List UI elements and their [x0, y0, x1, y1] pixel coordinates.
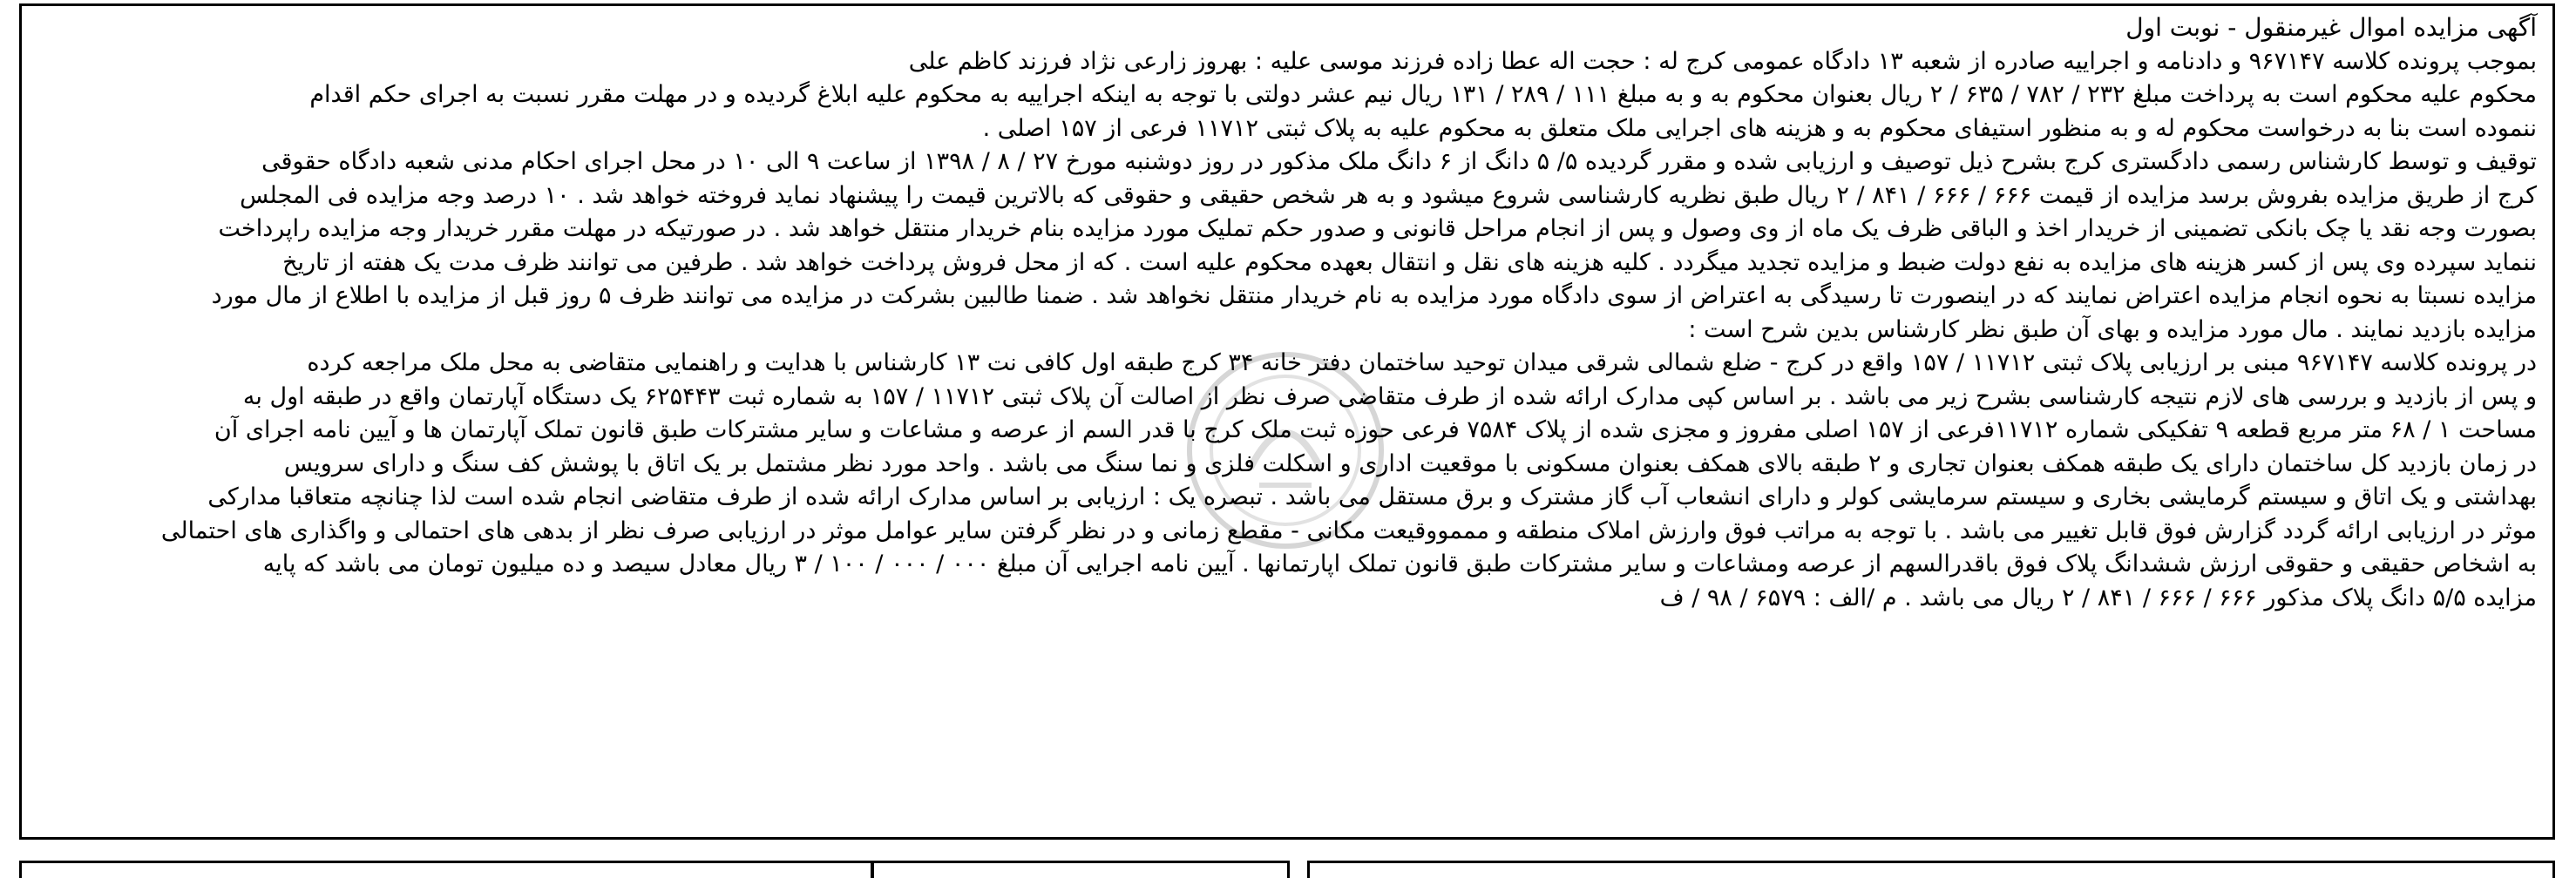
notice-title: آگهی مزایده اموال غیرمنقول - نوبت اول: [2125, 13, 2537, 42]
notice-line: محکوم علیه محکوم است به پرداخت مبلغ ۲۳۲ / ۷۸۲ / ۶۳۵ / ۲ ریال بعنوان محکوم به و به مبلغ ۱۱۱ / ۲۸۹ / ۱۳۱ ریال نیم عشر دولتی با توجه به اینکه اجراییه به محکوم علیه ابلاغ گردیده و در مهلت مقرر نسبت به اجرای حکم اقدام: [309, 81, 2537, 108]
notice-line: توقیف و توسط کارشناس رسمی دادگستری کرج بشرح ذیل توصیف و ارزیابی شده و مقرر گردیده ۵/ ۵ دانگ از ۶ دانگ ملک مذکور در روز دوشنبه مورخ ۲۷ / ۸ / ۱۳۹۸ از ساعت ۹ الی ۱۰ در محل اجرای احکام مدنی شعبه دادگاه حقوقی: [261, 148, 2537, 175]
notice-line: ننماید سپرده وی پس از کسر هزینه های مزایده به نفع دولت ضبط و مزایده تجدید میگردد . کلیه هزینه های نقل و انتقال بعهده محکوم علیه است . که از محل فروش پرداخت خواهد شد . طرفین می توانند ظرف مدت یک هفته از تاریخ: [282, 248, 2537, 276]
notice-line: مساحت ۱ / ۶۸ متر مربع قطعه ۹ تفکیکی شماره ۱۱۷۱۲فرعی از ۱۵۷ اصلی مفروز و مجزی شده از پلاک ۷۵۸۴ فرعی حوزه ثبت ملک کرج با قدر السم از عرصه و مشاعات و سایر مشترکات طبق قانون تملک آپارتمان ها و آیین نامه اجرای آن: [214, 416, 2537, 443]
notice-line: به اشخاص حقیقی و حقوقی ارزش ششدانگ پلاک فوق باقدرالسهم از عرصه ومشاعات و سایر مشترکات طبق قانون تملک اپارتمانها . آیین نامه اجرایی آن مبلغ ۰۰۰ / ۰۰۰ / ۱۰۰ / ۳ ریال معادل سیصد و ده میلیون تومان می باشد که پایه: [262, 550, 2537, 577]
notice-line: مزایده ۵/۵ دانگ پلاک مذکور ۶۶۶ / ۶۶۶ / ۸۴۱ / ۲ ریال می باشد . م /الف : ۶۵۷۹ / ۹۸ / ف: [1659, 584, 2537, 611]
notice-line: و پس از بازدید و بررسی های لازم نتیجه کارشناسی بشرح زیر می باشد . بر اساس کپی مدارک ارائه شده از طرف متقاضی صرف نظر از اصالت آن پلاک ثبتی ۱۱۷۱۲ / ۱۵۷ به شماره ثبت ۶۲۵۴۴۳ یک دستگاه آپارتمان واقع در طبقه اول به: [242, 382, 2537, 410]
notice-line: در زمان بازدید کل ساختمان دارای یک طبقه همکف بعنوان تجاری و ۲ طبقه بالای همکف بعنوان مسکونی با موقعیت اداری و اسکلت فلزی و نما سنگ می باشد . واحد مورد نظر مشتمل بر یک اتاق با پوشش کف سنگ و دارای سرویس: [283, 449, 2537, 477]
notice-line: موثر در ارزیابی ارائه گردد گزارش فوق قابل تغییر می باشد . با توجه به مراتب فوق وارزش املاک منطقه و مممووقیعت مکانی - مقطع زمانی و در نظر گرفتن سایر عوامل موثر در ارزیابی صرف نظر از بدهی های احتمالی و واگذاری های احتمالی: [160, 517, 2537, 544]
notice-line: ننموده است بنا به درخواست محکوم له و به منظور استیفای محکوم به و هزینه های اجرایی ملک متعلق به محکوم علیه به پلاک ثبتی ۱۱۷۱۲ فرعی از ۱۵۷ اصلی .: [982, 114, 2537, 142]
notice-line: بصورت وجه نقد یا چک بانکی تضمینی از خریدار اخذ و الباقی ظرف یک ماه از وی وصول و پس از انجام مراحل قانونی و صدور حکم تملیک مورد مزایده بنام خریدار منتقل خواهد شد . در صورتیکه در مهلت مقرر خریدار وجه مزایده راپرداخت: [218, 215, 2537, 242]
next-notice-box-middle: [871, 861, 1290, 878]
notice-line: در پرونده کلاسه ۹۶۷۱۴۷ مبنی بر ارزیابی پلاک ثبتی ۱۱۷۱۲ / ۱۵۷ واقع در کرج - ضلع شمالی شرقی میدان توحید ساختمان دفتر خانه ۳۴ کرج طبقه اول کافی نت ۱۳ کارشناس با هدایت و راهنمایی متقاضی به محل ملک مراجعه کرده: [307, 349, 2537, 376]
notice-line: بموجب پرونده کلاسه ۹۶۷۱۴۷ و دادنامه و اجراییه صادره از شعبه ۱۳ دادگاه عمومی کرج له : حجت اله عطا زاده فرزند موسی علیه : بهروز زارعی نژاد فرزند کاظم علی: [908, 47, 2537, 75]
auction-notice: [19, 3, 2555, 840]
notice-line: کرج از طریق مزایده بفروش برسد مزایده از قیمت ۶۶۶ / ۶۶۶ / ۸۴۱ / ۲ ریال طبق نظریه کارشناسی شروع میشود و به هر شخص حقیقی و حقوقی که بالاترین قیمت را پیشنهاد نماید فروخته خواهد شد . ۱۰ درصد وجه مزایده فی المجلس: [240, 181, 2537, 209]
next-notice-box-left: [19, 861, 873, 878]
notice-line: مزایده نسبتا به نحوه انجام مزایده اعتراض نمایند که در اینصورت تا رسیدگی به اعتراض از سوی دادگاه مورد مزایده به نام خریدار منتقل نخواهد شد . ضمنا طالبین بشرکت در مزایده می توانند ظرف ۵ روز قبل از مزایده با اطلاع از مال مورد: [211, 282, 2537, 309]
next-notice-box-right: [1307, 861, 2555, 878]
notice-line: بهداشتی و یک اتاق و سیستم گرمایشی بخاری و سیستم سرمایشی کولر و دارای انشعاب آب گاز مشترک و برق مستقل می باشد . تبصره یک : ارزیابی بر اساس مدارک ارائه شده از طرف متقاضی انجام شده است لذا چنانچه متعاقبا مدارکی: [207, 483, 2537, 510]
notice-line: مزایده بازدید نمایند . مال مورد مزایده و بهای آن طبق نظر کارشناس بدین شرح است :: [1688, 315, 2537, 343]
